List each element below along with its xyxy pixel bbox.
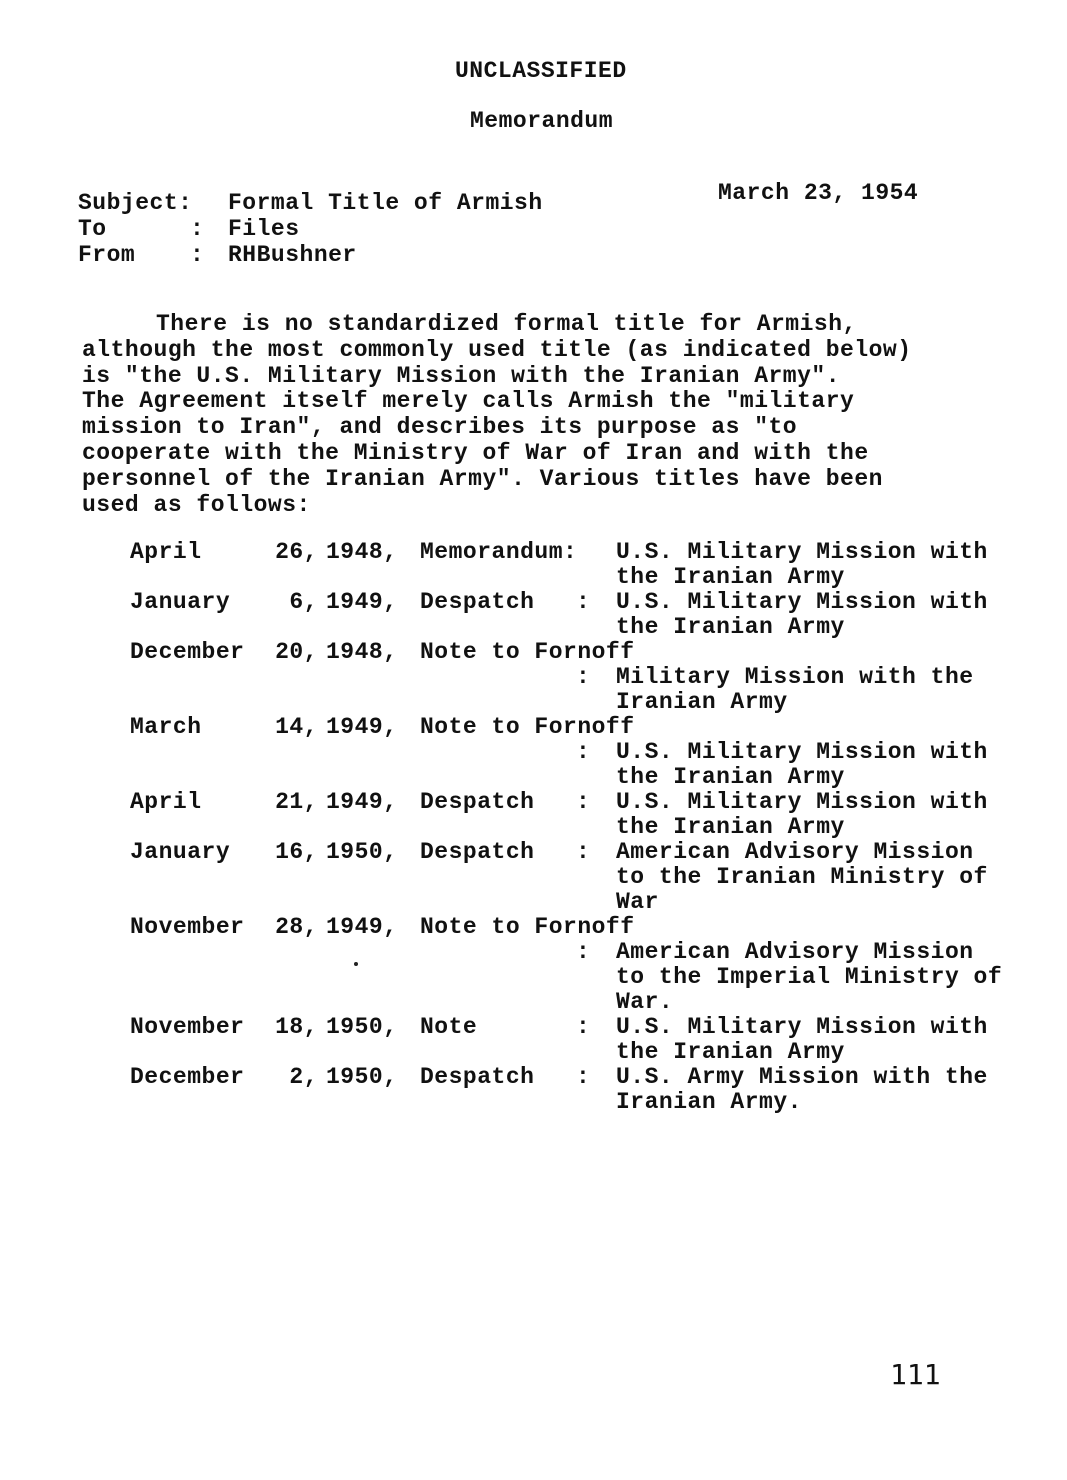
entry-title: U.S. Army Mission with the Iranian Army. <box>616 1064 988 1115</box>
from-colon: : <box>190 242 205 268</box>
page-number: 111 <box>890 1358 941 1391</box>
entry-month: March <box>130 714 202 740</box>
entry-year: 1950, <box>326 839 398 865</box>
entry-year: 1949, <box>326 914 398 940</box>
entry-colon: : <box>576 839 591 865</box>
entry-year: 1948, <box>326 539 398 565</box>
body-line: although the most commonly used title (as indicated below) <box>82 336 912 363</box>
subject-value: Formal Title of Armish <box>228 190 543 216</box>
entry-month: November <box>130 914 245 940</box>
entry-colon: : <box>576 1014 591 1040</box>
entry-doc-type: Despatch <box>420 589 535 615</box>
entry-month: April <box>130 539 202 565</box>
entry-year: 1948, <box>326 639 398 665</box>
entry-title: U.S. Military Mission with the Iranian Army <box>616 589 988 640</box>
entry-month: April <box>130 789 202 815</box>
entry-month: December <box>130 1064 245 1090</box>
entry-title: Military Mission with the Iranian Army <box>616 664 974 715</box>
entry-doc-type: Despatch <box>420 789 535 815</box>
to-label: To <box>78 216 107 242</box>
entry-year: 1949, <box>326 589 398 615</box>
to-value: Files <box>228 216 300 242</box>
body-line: is "the U.S. Military Mission with the Iranian Army". <box>82 362 841 389</box>
entry-day: 6, <box>289 589 318 615</box>
entry-colon: : <box>576 664 591 690</box>
entry-title: U.S. Military Mission with the Iranian Army <box>616 789 988 840</box>
body-line: The Agreement itself merely calls Armish the "military <box>82 388 855 415</box>
entry-doc-type: Despatch <box>420 1064 535 1090</box>
entry-colon: : <box>576 939 591 965</box>
body-line: mission to Iran", and describes its purpose as "to <box>82 414 798 441</box>
from-value: RHBushner <box>228 242 357 268</box>
entry-month: January <box>130 589 231 615</box>
entry-year: 1949, <box>326 789 398 815</box>
entry-day: 14, <box>275 714 318 740</box>
entry-title: U.S. Military Mission with the Iranian Army <box>616 739 988 790</box>
stray-mark <box>354 962 358 966</box>
entry-title: U.S. Military Mission with the Iranian Army <box>616 539 988 590</box>
entry-doc-type: Note to Fornoff <box>420 914 635 940</box>
classification-marking: UNCLASSIFIED <box>455 58 627 84</box>
entry-day: 28, <box>275 914 318 940</box>
body-paragraph <box>82 312 982 518</box>
entry-year: 1950, <box>326 1014 398 1040</box>
entry-doc-type: Memorandum: <box>420 539 578 565</box>
entry-month: January <box>130 839 231 865</box>
entry-day: 26, <box>275 539 318 565</box>
entry-day: 16, <box>275 839 318 865</box>
body-line: personnel of the Iranian Army". Various titles have been <box>82 465 883 492</box>
entry-day: 20, <box>275 639 318 665</box>
entry-doc-type: Despatch <box>420 839 535 865</box>
entry-title: American Advisory Mission to the Iranian Ministry of War <box>616 839 988 915</box>
entry-year: 1949, <box>326 714 398 740</box>
body-line: cooperate with the Ministry of War of Iran and with the <box>82 439 869 466</box>
entry-day: 21, <box>275 789 318 815</box>
entry-month: December <box>130 639 245 665</box>
from-label: From <box>78 242 136 268</box>
to-colon: : <box>190 216 205 242</box>
entry-colon: : <box>576 589 591 615</box>
entry-title: American Advisory Mission to the Imperial Ministry of War. <box>616 939 1003 1015</box>
entry-month: November <box>130 1014 245 1040</box>
entry-doc-type: Note to Fornoff <box>420 639 635 665</box>
memo-date: March 23, 1954 <box>718 180 919 206</box>
entry-day: 2, <box>289 1064 318 1090</box>
entry-colon: : <box>576 739 591 765</box>
body-line: used as follows: <box>82 491 311 518</box>
entry-year: 1950, <box>326 1064 398 1090</box>
entry-doc-type: Note to Fornoff <box>420 714 635 740</box>
document-type: Memorandum <box>470 108 614 134</box>
entry-doc-type: Note <box>420 1014 478 1040</box>
body-line: There is no standardized formal title for Armish, <box>156 311 857 337</box>
entry-title: U.S. Military Mission with the Iranian Army <box>616 1014 988 1065</box>
entry-colon: : <box>576 1064 591 1090</box>
entry-colon: : <box>576 789 591 815</box>
entry-day: 18, <box>275 1014 318 1040</box>
subject-label: Subject: <box>78 190 193 216</box>
